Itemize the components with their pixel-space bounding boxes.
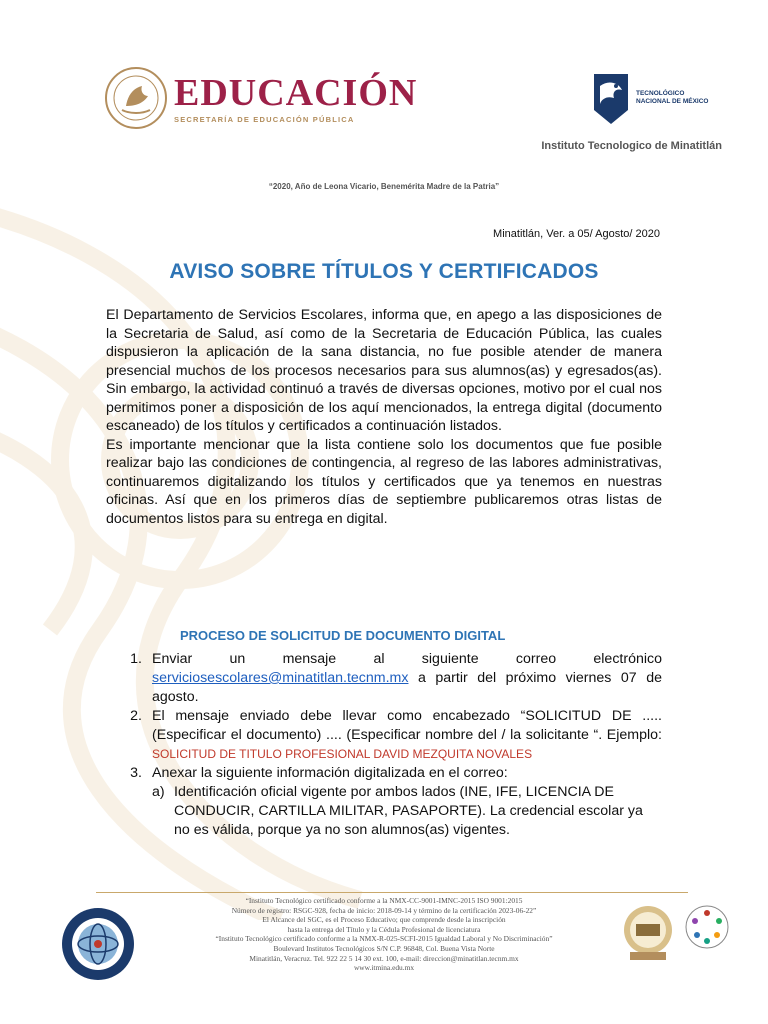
year-motto: “2020, Año de Leona Vicario, Benemérita Madre de la Patria” xyxy=(268,182,500,191)
footer-line: hasta la entrega del Título y la Cédula Profesional de licenciatura xyxy=(287,924,481,934)
process-title: PROCESO DE SOLICITUD DE DOCUMENTO DIGITAL xyxy=(180,628,506,643)
step-text xyxy=(152,707,662,764)
institute-name: Instituto Tecnologico de Minatitlán xyxy=(541,140,722,152)
tecnm-line2: NACIONAL DE MÉXICO xyxy=(636,98,709,105)
tecnm-logo xyxy=(590,70,708,126)
footer-certification xyxy=(170,896,598,973)
tecnm-line1: TECNOLÓGICO xyxy=(636,90,685,97)
edu-subtitle: SECRETARÍA DE EDUCACIÓN PÚBLICA xyxy=(174,114,355,124)
footer-line: Número de registro: RSGC-928, fecha de inicio: 2018-09-14 y término de la certificación 2023-06-22” xyxy=(231,905,537,915)
certification-seal-icon xyxy=(622,904,674,964)
step3-text: Anexar la siguiente información digitalizada en el correo: xyxy=(152,765,508,781)
footer-line: “Instituto Tecnológico certificado conforme a la NMX-CC-9001-IMNC-2015 ISO 9001:2015 xyxy=(245,896,523,905)
substep-letter: a) xyxy=(152,784,165,800)
sep-logo xyxy=(104,66,417,130)
list-item xyxy=(106,707,662,764)
tecnm-eagle-icon xyxy=(590,70,632,126)
edu-title: EDUCACIÓN xyxy=(174,71,418,114)
step1-tail: a partir del próximo viernes 07 de agosto. xyxy=(152,670,662,705)
step-text xyxy=(152,650,662,707)
footer-line: www.itmina.edu.mx xyxy=(353,963,415,973)
place-date: Minatitlán, Ver. a 05/ Agosto/ 2020 xyxy=(493,228,660,240)
list-item xyxy=(106,764,662,783)
equality-seal-icon xyxy=(684,904,730,950)
footer-line: Boulevard Institutos Tecnológicos S/N C.P. 96848, Col. Buena Vista Norte xyxy=(273,943,495,953)
step2-example: SOLICITUD DE TITULO PROFESIONAL DAVID MEZQUITA NOVALES xyxy=(152,747,533,761)
footer-divider xyxy=(96,892,688,893)
process-steps xyxy=(106,650,662,840)
list-item xyxy=(152,783,662,840)
step1-text: Enviar un mensaje al siguiente correo electrónico xyxy=(152,651,662,667)
footer-line: Minatitlán, Veracruz. Tel. 922 22 5 14 30 ext. 100, e-mail: direccion@minatitlan.tecnm.mx xyxy=(249,953,519,963)
institute-seal-icon xyxy=(60,906,136,982)
step-number: 2. xyxy=(130,708,142,724)
list-item xyxy=(106,650,662,707)
email-link[interactable]: serviciosescolares@minatitlan.tecnm.mx xyxy=(152,670,409,686)
footer-line: “Instituto Tecnológico certificado conforme a la NMX-R-025-SCFI-2015 Igualdad Laboral y No Discriminación” xyxy=(215,934,553,944)
substep-text: Identificación oficial vigente por ambos lados (INE, IFE, LICENCIA DE CONDUCIR, CARTILLA MILITAR, PASAPORTE). La credencial escolar ya no es válida, porque ya no son alumnos(as) vigentes. xyxy=(174,784,643,838)
paragraph-1: El Departamento de Servicios Escolares, informa que, en apego a las disposiciones de la Secretaria de Salud, así como de la Secretaria de Educación Pública, las cuales dispusieron la aplicación de la sana distancia, no fue posible atender de manera presencial muchos de los procesos necesarios para sus alumnos(as) y egresados(as). Sin embargo, la actividad continuó a través de diversas opciones, motivo por el cual nos permitimos poner a disposición de los aquí mencionados, la entrega digital (documento escaneado) de los títulos y certificados a continuación listados. xyxy=(106,307,662,434)
step2-text: El mensaje enviado debe llevar como encabezado “SOLICITUD DE ..... (Especificar el documento) .... (Especificar nombre del / la solicitante “. Ejemplo: xyxy=(152,708,662,743)
footer-line: El Alcance del SGC, es el Proceso Educativo; que comprende desde la inscripción xyxy=(262,915,506,925)
page-title: AVISO SOBRE TÍTULOS Y CERTIFICADOS xyxy=(169,260,599,283)
national-seal-icon xyxy=(104,66,168,130)
step-number: 1. xyxy=(130,651,142,667)
notice-body xyxy=(106,306,662,528)
paragraph-2: Es importante mencionar que la lista contiene solo los documentos que fue posible realizar bajo las condiciones de contingencia, al regreso de las labores administrativas, continuaremos digitalizando los títulos y certificados que ya tenemos en nuestras oficinas. Así que en los primeros días de septiembre publicaremos otras listas de documentos listos para su entrega en digital. xyxy=(106,436,662,527)
step-number: 3. xyxy=(130,765,142,781)
